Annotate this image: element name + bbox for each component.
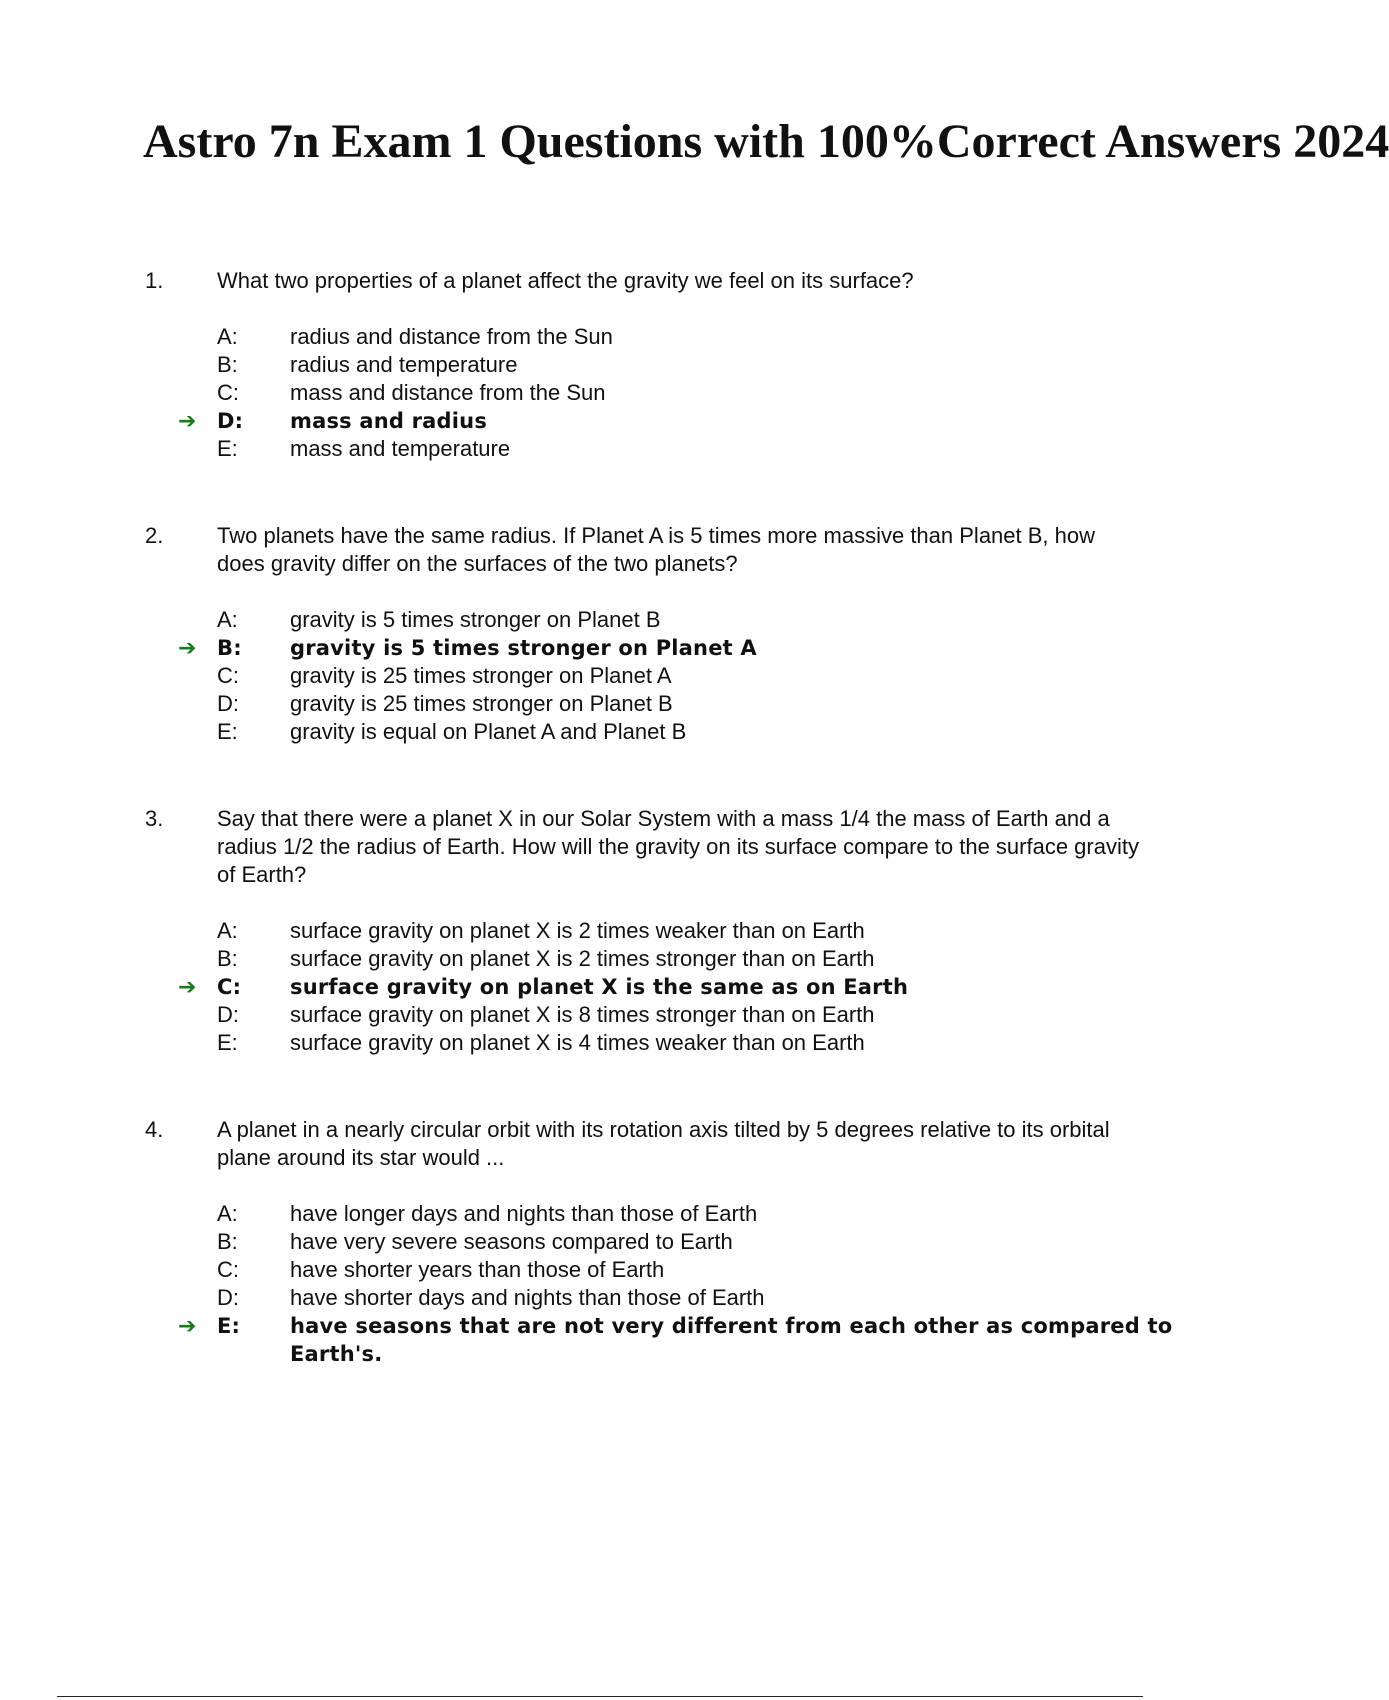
right-arrow-icon: ➔ xyxy=(178,974,197,999)
option-e xyxy=(0,1029,1200,1057)
option-text: gravity is 25 times stronger on Planet A xyxy=(290,663,672,688)
right-arrow-icon: ➔ xyxy=(178,1313,197,1338)
option-text: surface gravity on planet X is 8 times stronger than on Earth xyxy=(290,1002,875,1027)
question-number: 3. xyxy=(145,806,164,831)
option-text: have longer days and nights than those of Earth xyxy=(290,1201,758,1226)
option-letter: B: xyxy=(217,636,242,660)
option-text: gravity is 25 times stronger on Planet B xyxy=(290,691,673,716)
option-letter: D: xyxy=(217,1285,239,1310)
option-e xyxy=(0,435,1200,463)
option-letter: D: xyxy=(217,691,239,716)
option-text: surface gravity on planet X is 4 times weaker than on Earth xyxy=(290,1030,865,1055)
option-text: gravity is 5 times stronger on Planet B xyxy=(290,607,661,632)
option-c xyxy=(0,379,1200,407)
option-letter: C: xyxy=(217,380,239,405)
option-letter: B: xyxy=(217,352,238,377)
option-letter: B: xyxy=(217,946,238,971)
question-number: 1. xyxy=(145,268,164,293)
option-text: have shorter days and nights than those of Earth xyxy=(290,1285,765,1310)
option-a xyxy=(0,1200,1200,1228)
right-arrow-icon: ➔ xyxy=(178,635,197,660)
option-b xyxy=(0,351,1200,379)
question-number: 4. xyxy=(145,1117,164,1142)
option-letter: A: xyxy=(217,918,238,943)
question-text: What two properties of a planet affect the gravity we feel on its surface? xyxy=(217,268,914,293)
option-text: surface gravity on planet X is the same as on Earth xyxy=(290,975,909,999)
option-letter: C: xyxy=(217,1257,239,1282)
page-title: Astro 7n Exam 1 Questions with 100%Correct Answers 2024 xyxy=(143,115,1389,168)
option-text: surface gravity on planet X is 2 times stronger than on Earth xyxy=(290,946,875,971)
option-letter: A: xyxy=(217,1201,238,1226)
option-a xyxy=(0,917,1200,945)
question-text: A planet in a nearly circular orbit with its rotation axis tilted by 5 degrees relative to its orbital plane around its star would ... xyxy=(217,1117,1110,1170)
option-text: radius and temperature xyxy=(290,352,518,377)
option-letter: C: xyxy=(217,975,242,999)
option-letter: C: xyxy=(217,663,239,688)
option-text: radius and distance from the Sun xyxy=(290,324,613,349)
option-letter: E: xyxy=(217,436,238,461)
option-c-correct xyxy=(0,973,1200,1001)
option-letter: D: xyxy=(217,1002,239,1027)
option-letter: A: xyxy=(217,607,238,632)
option-d-correct xyxy=(0,407,1200,435)
option-b-correct xyxy=(0,634,1200,662)
question-text: Say that there were a planet X in our Solar System with a mass 1/4 the mass of Earth and a radius 1/2 the radius of Earth. How will the gravity on its surface compare to the surface gravity of Earth? xyxy=(217,806,1139,887)
option-letter: A: xyxy=(217,324,238,349)
option-b xyxy=(0,945,1200,973)
option-text: have very severe seasons compared to Earth xyxy=(290,1229,733,1254)
option-e xyxy=(0,718,1200,746)
footer-divider xyxy=(57,1696,1143,1697)
question-number: 2. xyxy=(145,523,164,548)
option-text: gravity is equal on Planet A and Planet B xyxy=(290,719,687,744)
option-d xyxy=(0,690,1200,718)
option-letter: E: xyxy=(217,1030,238,1055)
option-text: gravity is 5 times stronger on Planet A xyxy=(290,636,757,660)
option-letter: D: xyxy=(217,409,244,433)
question-text: Two planets have the same radius. If Planet A is 5 times more massive than Planet B, how does gravity differ on the surfaces of the two planets? xyxy=(217,523,1096,576)
option-a xyxy=(0,323,1200,351)
option-text: mass and distance from the Sun xyxy=(290,380,606,405)
option-b xyxy=(0,1228,1200,1256)
option-d xyxy=(0,1001,1200,1029)
option-letter: E: xyxy=(217,719,238,744)
option-c xyxy=(0,1256,1200,1284)
option-text: surface gravity on planet X is 2 times weaker than on Earth xyxy=(290,918,865,943)
option-letter: E: xyxy=(217,1314,241,1338)
option-letter: B: xyxy=(217,1229,238,1254)
option-e-correct xyxy=(0,1312,1200,1368)
option-c xyxy=(0,662,1200,690)
option-d xyxy=(0,1284,1200,1312)
right-arrow-icon: ➔ xyxy=(178,408,197,433)
option-a xyxy=(0,606,1200,634)
option-text: have seasons that are not very different from each other as compared to Earth's. xyxy=(290,1314,1173,1366)
option-text: mass and radius xyxy=(290,409,488,433)
option-text: have shorter years than those of Earth xyxy=(290,1257,665,1282)
option-text: mass and temperature xyxy=(290,436,511,461)
